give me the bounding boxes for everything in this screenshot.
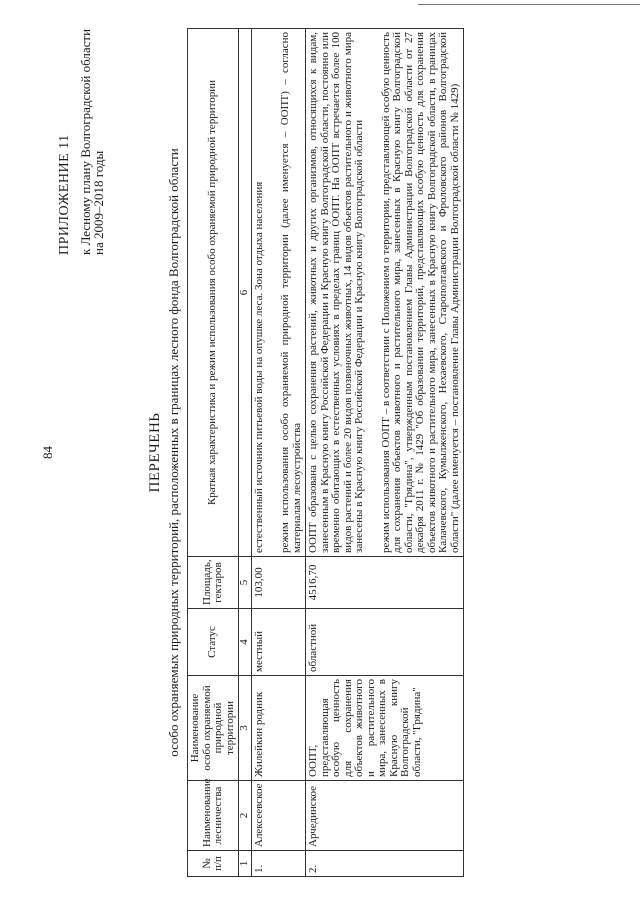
- column-number: 2: [239, 781, 252, 851]
- description-cell: [306, 29, 464, 557]
- forestry-name: Арчединское: [306, 781, 464, 851]
- description-cell: [251, 29, 306, 557]
- row-number: 1.: [251, 851, 306, 877]
- appendix-block: [58, 15, 105, 255]
- header-status: Статус: [188, 609, 239, 676]
- header-number: № п/п: [188, 851, 239, 877]
- column-number: 5: [239, 557, 252, 609]
- column-number-row: [239, 29, 252, 877]
- description-paragraph: режим использования особо охраняемой природной территории (далее именуется – ООПТ) – согласно материалам лесоустройства: [279, 32, 303, 553]
- appendix-line-1: к Лесному плану Волгоградской области: [78, 28, 93, 255]
- column-number: 4: [239, 609, 252, 676]
- header-area-size: Площадь, гектаров: [188, 557, 239, 609]
- protected-area-name: Жилейкин родник: [251, 676, 306, 781]
- document-subtitle: особо охраняемых природных территорий, расположенных в границах лесного фонда Волгоградской области: [166, 148, 181, 757]
- table-row: [251, 29, 306, 877]
- protected-areas-table: [187, 28, 464, 877]
- description-paragraph: ООПТ образована с целью сохранения растений, животных и других организмов, относящихся к видам, занесенным в Красную книгу Российской Федерации и Красную книгу Волгоградской области, постоянно или временно обитающих в естественных условиях в пределах границ ООПТ. На ООПТ встречается более 100 видов растений и более 20 видов позвоночных животных, 14 видов объектов растительного и животного мира занесены в Красную книгу Российской Федерации и Красную книгу Волгоградской области: [307, 32, 365, 553]
- table-row: [306, 29, 464, 877]
- appendix-title: ПРИЛОЖЕНИЕ 11: [57, 134, 72, 255]
- area-value: 4516,70: [306, 557, 464, 609]
- page-number: 84: [40, 446, 55, 459]
- header-forestry: Наименование лесничества: [188, 781, 239, 851]
- column-number: 6: [239, 29, 252, 557]
- protected-area-name: ООПТ, представляющая особую ценность для сохранения объектов животного и растительного мира, занесенных в Красную книгу Волгоградской области, "Грядина": [306, 676, 464, 781]
- forestry-name: Алексеевское: [251, 781, 306, 851]
- document-title: ПЕРЕЧЕНЬ: [147, 412, 163, 493]
- column-number: 3: [239, 676, 252, 781]
- status-value: областной: [306, 609, 464, 676]
- row-number: 2.: [306, 851, 464, 877]
- description-paragraph: естественный источник питьевой воды на опушке леса. Зона отдыха населения: [252, 181, 265, 553]
- appendix-line-2: на 2009–2018 годы: [91, 150, 106, 255]
- description-paragraph: режим использования ООПТ – в соответствии с Положением о территории, представляющей особую ценность для сохранения объектов животного и растительного мира, занесенных в Красную книгу Волгоградской области, "Грядина", утвержденным постановлением Главы Администрации Волгоградской области от 27 декабря 2011 г. № 1429 "Об образовании территорий, представляющих особую ценность для сохранения объектов животного и растительного мира, занесенных в Красную книгу Волгоградской области, в границах Калачевского, Кумылженского, Нехаевского, Старополтавского и Фроловского районов Волгоградской области" (далее именуется – постановление Главы Администрации Волгоградской области № 1429): [379, 32, 461, 553]
- status-value: местный: [251, 609, 306, 676]
- header-description: Краткая характеристика и режим использования особо охраняемой природной территории: [188, 29, 239, 557]
- header-area-name: Наименование особо охраняемой природной территории: [188, 676, 239, 781]
- table-header-row: [188, 29, 239, 877]
- column-number: 1: [239, 851, 252, 877]
- area-value: 103,00: [251, 557, 306, 609]
